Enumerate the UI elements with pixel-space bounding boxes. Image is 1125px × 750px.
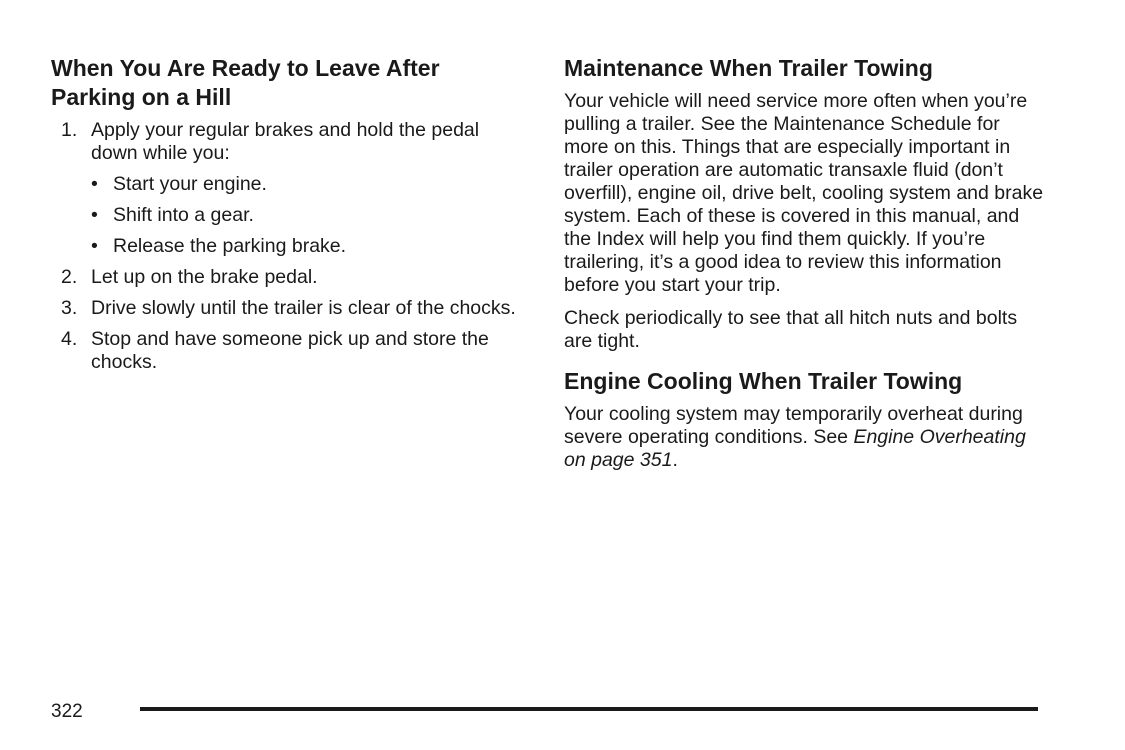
bullet-text: Shift into a gear. xyxy=(113,204,254,226)
footer-rule xyxy=(140,707,1038,711)
section-title-engine-cooling: Engine Cooling When Trailer Towing xyxy=(564,368,963,394)
cooling-text-end: . xyxy=(672,449,678,471)
cooling-paragraph xyxy=(564,403,1044,472)
step-item xyxy=(51,119,521,258)
section-title-leave-hill: When You Are Ready to Leave After Parking on a Hill xyxy=(51,55,440,110)
step-text: Stop and have someone pick up and store the chocks. xyxy=(91,328,489,373)
bullet-icon: • xyxy=(91,204,98,226)
step-number: 4. xyxy=(61,328,78,350)
bullet-icon: • xyxy=(91,235,98,257)
step-text: Let up on the brake pedal. xyxy=(91,266,318,288)
step-number: 2. xyxy=(61,266,78,288)
bullet-text: Start your engine. xyxy=(113,173,267,195)
left-column xyxy=(51,54,521,382)
bullet-list xyxy=(91,173,521,258)
section-title-maintenance: Maintenance When Trailer Towing xyxy=(564,55,933,81)
steps-list xyxy=(51,119,521,374)
cross-reference-link[interactable]: Engine Overheating on page 351 xyxy=(564,426,1026,471)
maintenance-paragraph: Your vehicle will need service more often when you’re pulling a trailer. See the Maintenance Schedule for more on this. Things that are especially important in trailer operation are automatic transaxle fluid (don’t overfill), engine oil, drive belt, cooling system and brake system. Each of these is covered in this manual, and the Index will help you find them quickly. If you’re trailering, it’s a good idea to review this information before you start your trip. xyxy=(564,90,1044,296)
cooling-text: Your cooling system may temporarily overheat during severe operating conditions. See xyxy=(564,403,1023,448)
step-item xyxy=(51,328,521,374)
page-number: 322 xyxy=(51,701,83,722)
hitch-check-paragraph: Check periodically to see that all hitch nuts and bolts are tight. xyxy=(564,307,1018,352)
step-number: 1. xyxy=(61,119,78,141)
step-text: Drive slowly until the trailer is clear of the chocks. xyxy=(91,297,516,319)
bullet-text: Release the parking brake. xyxy=(113,235,347,257)
bullet-item xyxy=(91,235,521,258)
step-item xyxy=(51,266,521,289)
step-item xyxy=(51,297,521,320)
bullet-item xyxy=(91,173,521,196)
step-text: Apply your regular brakes and hold the pedal down while you: xyxy=(91,119,480,164)
step-number: 3. xyxy=(61,297,78,319)
bullet-item xyxy=(91,204,521,227)
right-column xyxy=(564,54,1044,482)
bullet-icon: • xyxy=(91,173,98,195)
